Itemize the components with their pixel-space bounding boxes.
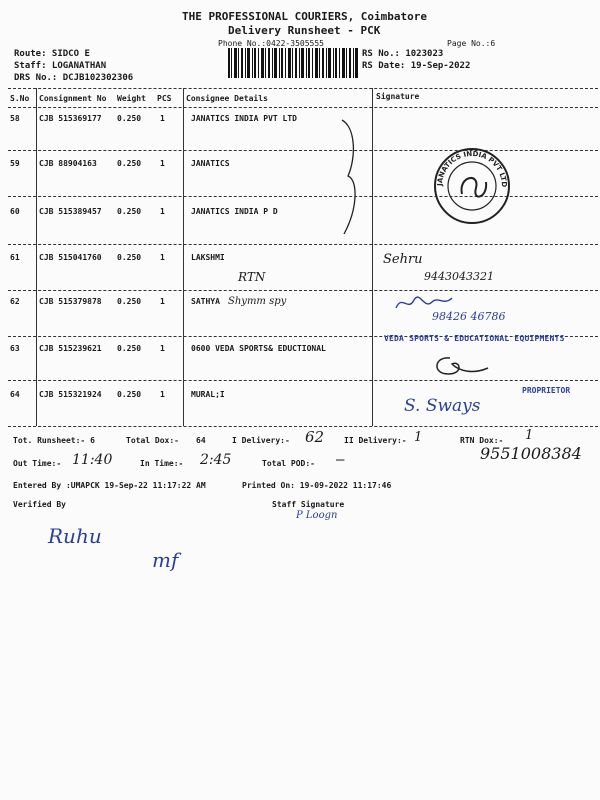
row-sno: 62	[10, 297, 20, 306]
veda-stamp: VEDA SPORTS & EDUCATIONAL EQUIPMENTS	[384, 334, 565, 343]
row-consignee: LAKSHMI	[191, 253, 225, 262]
table-row	[0, 253, 600, 267]
row-pcs: 1	[160, 253, 165, 262]
row-weight: 0.250	[117, 159, 142, 168]
table-row	[0, 390, 600, 404]
row-divider	[8, 244, 598, 245]
signature-64: S. Sways	[404, 396, 481, 416]
row-consignment: CJB 88904163	[39, 159, 97, 168]
entered-by: Entered By :UMAPCK 19-Sep-22 11:17:22 AM	[13, 481, 206, 490]
rs-number: RS No.: 1023023	[362, 49, 444, 59]
row-pcs: 1	[160, 390, 165, 399]
staff: Staff: LOGANATHAN	[14, 61, 107, 71]
row-weight: 0.250	[117, 253, 142, 262]
signature-61-phone: 9443043321	[424, 270, 494, 283]
row-consignment: CJB 515369177	[39, 114, 102, 123]
verified-by-label: Verified By	[13, 500, 66, 509]
rtn-dox-label: RTN Dox:-	[460, 436, 504, 445]
i-delivery-label: I Delivery:-	[232, 436, 290, 445]
total-runsheet: Tot. Runsheet:- 6	[13, 436, 95, 445]
row-consignee: JANATICS	[191, 159, 230, 168]
in-time-value: 2:45	[200, 452, 232, 468]
col-header-consignment: Consignment No	[39, 94, 107, 103]
out-time-label: Out Time:-	[13, 459, 62, 468]
col-header-consignee: Consignee Details	[186, 94, 268, 103]
row-pcs: 1	[160, 114, 165, 123]
table-row	[0, 297, 600, 311]
proprietor-stamp: PROPRIETOR	[522, 386, 571, 395]
table-row	[0, 344, 600, 358]
row-pcs: 1	[160, 207, 165, 216]
col-header-sno: S.No	[10, 94, 30, 103]
verified-signature-1: Ruhu	[48, 524, 102, 548]
total-dox-label: Total Dox:-	[126, 436, 179, 445]
row-sno: 60	[10, 207, 20, 216]
verified-signature-2: mf	[152, 548, 179, 572]
stamp-text: JANATICS INDIA PVT LTD	[435, 149, 509, 188]
total-dox-value: 64	[196, 436, 206, 445]
table-bottom-line	[8, 426, 598, 427]
row-consignee: 0600 VEDA SPORTS& EDUCTIONAL	[191, 344, 326, 353]
header-bottom-line	[8, 107, 598, 108]
ii-delivery-value: 1	[414, 430, 423, 445]
row-consignment: CJB 515379878	[39, 297, 102, 306]
row-weight: 0.250	[117, 344, 142, 353]
staff-signature-label: Staff Signature	[272, 500, 345, 509]
i-delivery-value: 62	[305, 428, 325, 446]
out-time-value: 11:40	[72, 452, 113, 468]
svg-text:JANATICS INDIA PVT LTD	[436, 150, 508, 188]
row-weight: 0.250	[117, 297, 142, 306]
table-row	[0, 114, 600, 128]
company-stamp	[432, 146, 512, 226]
in-time-label: In Time:-	[140, 459, 184, 468]
total-pod-value: —	[336, 452, 345, 468]
row-consignment: CJB 515041760	[39, 253, 102, 262]
barcode	[228, 48, 358, 78]
col-header-signature: Signature	[376, 92, 420, 101]
row-consignment: CJB 515389457	[39, 207, 102, 216]
company-name: THE PROFESSIONAL COURIERS, Coimbatore	[182, 10, 428, 23]
col-header-pcs: PCS	[157, 94, 172, 103]
signature-63-scribble	[430, 350, 490, 380]
row-pcs: 1	[160, 344, 165, 353]
route: Route: SIDCO E	[14, 49, 90, 59]
row-consignment: CJB 515321924	[39, 390, 102, 399]
row-consignee: SATHYA	[191, 297, 220, 306]
rs-date: RS Date: 19-Sep-2022	[362, 61, 471, 71]
col-header-weight: Weight	[117, 94, 146, 103]
row-sno: 59	[10, 159, 20, 168]
row-pcs: 1	[160, 159, 165, 168]
row-consignee: JANATICS INDIA PVT LTD	[191, 114, 297, 123]
drs-number: DRS No.: DCJB102302306	[14, 73, 134, 83]
staff-signature: P Loogn	[296, 510, 338, 521]
row-consignment: CJB 515239621	[39, 344, 102, 353]
row-sno: 64	[10, 390, 20, 399]
page-number: Page No.:6	[447, 39, 496, 48]
table-top-line	[8, 88, 598, 89]
ii-delivery-label: II Delivery:-	[344, 436, 407, 445]
printed-on: Printed On: 19-09-2022 11:17:46	[242, 481, 392, 490]
handwritten-phone: 9551008384	[480, 444, 582, 463]
row-divider	[8, 290, 598, 291]
handwritten-note: Shymm spy	[228, 296, 287, 307]
row-weight: 0.250	[117, 390, 142, 399]
rtn-dox-value: 1	[525, 428, 534, 443]
row-pcs: 1	[160, 297, 165, 306]
runsheet-title: Delivery Runsheet - PCK	[228, 24, 381, 37]
row-sno: 58	[10, 114, 20, 123]
row-weight: 0.250	[117, 207, 142, 216]
phone-number: Phone No.:0422-3505555	[218, 39, 324, 48]
row-consignee: JANATICS INDIA P D	[191, 207, 278, 216]
signature-62-phone: 98426 46786	[432, 310, 506, 323]
total-pod-label: Total POD:-	[262, 459, 315, 468]
signature-61-name: Sehru	[383, 252, 423, 267]
handwritten-rtn-note: RTN	[238, 270, 266, 284]
row-sno: 61	[10, 253, 20, 262]
row-sno: 63	[10, 344, 20, 353]
row-weight: 0.250	[117, 114, 142, 123]
handwritten-brace	[336, 118, 366, 238]
row-divider	[8, 380, 598, 381]
row-consignee: MURAL;I	[191, 390, 225, 399]
